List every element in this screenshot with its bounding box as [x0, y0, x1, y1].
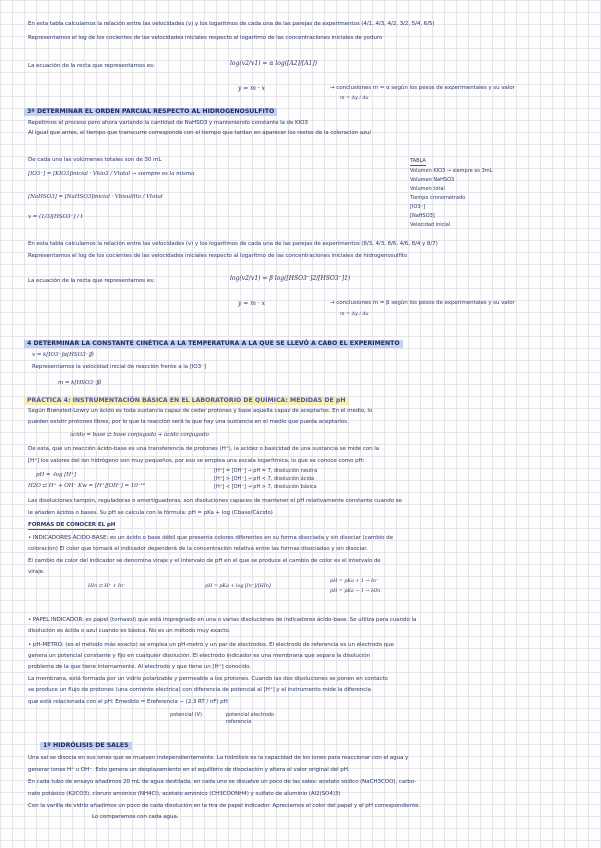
formula-line: m = k[HSO3⁻]β [58, 380, 102, 386]
text-line: Con la varilla de vidrio añadimos un poco de cada disolución en la tira de papel indicador. Apreciamos el color del papel y el pH correspondiente. [28, 803, 421, 809]
text-line: Lo comparamos con cada agua. [92, 814, 179, 820]
text-line: Al igual que antes, el tiempo que transcurre corresponde con el tiempo que tardan en aparecer los restos de la coloración azul [28, 130, 371, 136]
equation-log: log(v2/v1) = β log([HSO3⁻]2/[HSO3⁻]1) [230, 275, 351, 282]
conclusion-line: → conclusiones m = α según los pesos de experimentales y su valor [330, 85, 515, 91]
text-line: • pH-METRO: (es el método más exacto) se emplea un pH-metro y un par de electrodos. El electrodo de referencia es un electrodo que [28, 642, 394, 648]
text-line: Repetimos el proceso pero ahora variando la cantidad de NaHSO3 y manteniendo constante la de KIO3 [28, 120, 308, 126]
formula-line: H2O ⇄ H⁺ + OH⁻ Kw = [H⁺][OH⁻] = 10⁻¹⁴ [28, 483, 145, 489]
ph-case: [H⁺] < [OH⁻] → pH > 7, disolución básica [214, 484, 317, 490]
text-line: En esta tabla calculamos la relación entre las velocidades (v) y los logaritmos de cada una de las parejas de experimentos (8/3, 4/3, 8/6, 4/6, 8/4 y 8/7) [28, 241, 438, 247]
text-line: De esta, que un reacción ácido-base es una transferencia de protones (H⁺), la acidez o basicidad de una sustancia se mide con la [28, 446, 379, 452]
text-line: que está relacionada con el pH: Emedido = Ereferencia − (2.3 RT / nF) pH [28, 699, 228, 705]
text-line: problema de la que tiene internamente. Al electrodo y que tiene un [H⁺] conocido. [28, 664, 252, 670]
section-heading: 1º HIDRÓLISIS DE SALES [40, 742, 132, 750]
table-item: [IO3⁻] [410, 204, 426, 210]
subheading: FORMAS DE CONOCER EL pH [28, 522, 116, 528]
table-item: Tiempo cronometrado [410, 195, 466, 201]
text-line: viraje. [28, 569, 45, 575]
text-line: La ecuación de la recta que representamos es: [28, 63, 155, 69]
ph-case: [H⁺] = [OH⁻] → pH = 7, disolución neutra [214, 468, 318, 474]
text-line: [H⁺] los valores del ion hidrógeno son muy pequeños, por eso se emplea una escala logarítmica, lo que se conoce como pH: [28, 458, 365, 464]
equation-line: y = m · x [238, 300, 266, 307]
text-line: • PAPEL INDICADOR: es papel (tornasol) que está impregnado en una o varias disoluciones de indicadores ácido-base. Se utiliza para cuando la [28, 617, 417, 623]
formula-line: v = k[IO3⁻]α[HSO3⁻]β [32, 352, 94, 358]
text-line: se produce un flujo de protones (una corriente eléctrica) con diferencia de potencial al [H⁺] y el instrumento mide la diferencia [28, 687, 371, 693]
formula-line: ácido = base ⇄ base conjugada + ácido conjugado [70, 432, 209, 438]
text-line: En cada tubo de ensayo añadimos 20 mL de agua destilada, en cada uno se disuelve un poco de las sales: acetato sódico (NaCH3COO), carbo- [28, 779, 417, 785]
text-line: generar iones H⁺ u OH⁻. Esto genera un desplazamiento en el equilibrio de disociación y altera el valor original del pH. [28, 767, 350, 773]
equation: pH = pKa + 1 → In⁻ [330, 579, 379, 584]
slope-formula: m = Δy / Δx [340, 312, 369, 317]
equation: pH = pKa − 1 → HIn [330, 589, 381, 594]
text-line: De cada uno las volúmenes totales son de 30 mL [28, 157, 162, 163]
section-heading: PRÁCTICA 4: INSTRUMENTACIÓN BÁSICA EN EL LABORATORIO DE QUÍMICA: MEDIDAS DE pH [24, 397, 349, 405]
section-heading: 3º DETERMINAR EL ORDEN PARCIAL RESPECTO AL HIDROGENOSULFITO [24, 108, 277, 116]
formula-line: [IO3⁻] = [KIO3]inicial · Vkio3 / Vtotal → siempre es la misma [28, 171, 195, 177]
formula-line: pH = -log [H⁺] [36, 472, 76, 478]
text-line: En esta tabla calculamos la relación entre las velocidades (v) y los logaritmos de cada una de las parejas de experimentos (4/1, 4/3, 4/2, 3/2, 5/4, 6/5) [28, 21, 435, 27]
ph-case: [H⁺] > [OH⁻] → pH < 7, disolución ácida [214, 476, 315, 482]
annotation: potencial (V) [170, 712, 202, 718]
text-line: pueden existir protones libres, por lo que la reacción será la que hay una sustancia en el medio que pueda aceptarlos. [28, 419, 349, 425]
table-item: Volumen NaHSO3 [410, 177, 455, 183]
text-line: Según Brønsted-Lowry un ácido es toda sustancia capaz de ceder protones y base aquella capaz de aceptarlos. En el medio, lo [28, 408, 373, 414]
text-line: coloración) El color que tomará el indicador dependerá de la concentración relativa entre las formas disociadas y sin disociar. [28, 546, 368, 552]
equation: pH = pKa + log [In⁻]/[HIn] [205, 584, 271, 589]
text-line: La membrana, está formada por un vidrio polarizable y permeable a los protones. Cuando las dos disoluciones se ponen en contacto [28, 676, 388, 682]
equation-line: y = m · x [238, 85, 266, 92]
text-line: genera un potencial constante y fijo en cualquier disolución. El electrodo indicador es una membrana que separa la disolución [28, 653, 371, 659]
table-title: TABLA [410, 158, 426, 164]
text-line: Las disoluciones tampón, reguladoras o amortiguadoras, son disoluciones capaces de mantener el pH relativamente constante cuando se [28, 498, 402, 504]
text-line: La ecuación de la recta que representamos es: [28, 278, 155, 284]
formula-line: [NaHSO3] = [NaHSO3]inicial · Vbisulfito / Vtotal [28, 194, 163, 200]
table-item: [NaHSO3] [410, 213, 435, 219]
text-line: nato potásico (K2CO3), cloruro amónico (NH4Cl), acetato amónico (CH3COONH4) y sulfato de aluminio (Al2(SO4)3) [28, 791, 341, 797]
text-line: El cambio de color del indicador se denomina viraje y el intervalo de pH en el que se produce el cambio de color es el intervalo de [28, 558, 381, 564]
equation-log: log(v2/v1) = α log([A2]/[A1]) [230, 60, 318, 67]
table-item: Velocidad inicial [410, 222, 451, 228]
text-line: Representamos el log de los cocientes de las velocidades iniciales respecto al logaritmo de las concentraciones iniciales de hidrogenosulfito [28, 253, 408, 259]
text-line: le añaden ácidos o bases. Su pH se calcula con la fórmula: pH = pKa + log (Cbase/Cácido) [28, 510, 273, 516]
text-line: Representamos el log de los cocientes de las velocidades iniciales respecto al logaritmo de las concentraciones iniciales de yoduro [28, 35, 383, 41]
table-item: Volumen KIO3 → siempre es 3mL [410, 168, 493, 174]
text-line: disolución es ácida o azul cuando es básica. No es un método muy exacto. [28, 628, 231, 634]
equation: HIn ⇄ H⁺ + In⁻ [88, 584, 126, 589]
conclusion-line: → conclusiones m = β según los pesos de experimentales y su valor [330, 300, 515, 306]
section-heading: 4 DETERMINAR LA CONSTANTE CINÉTICA A LA TEMPERATURA A LA QUE SE LLEVÓ A CABO EL EXPERIMENTO [24, 340, 403, 348]
formula-line: v = (1/3)[HSO3⁻] / t [28, 214, 83, 220]
text-line: Una sal se disocia en sus iones que se mueven independientemente. La hidrólisis es la capacidad de los iones para reaccionar con el agua y [28, 755, 409, 761]
text-line: • INDICADORES ÁCIDO-BASE: es un ácido o base débil que presenta colores diferentes en su forma disociada y sin disociar (cambio de [28, 535, 393, 541]
text-line: Representamos la velocidad inicial de reacción frente a la [IO3⁻] [32, 364, 207, 370]
table-item: Volumen total [410, 186, 445, 192]
annotation: potencial electrodo referencia [226, 712, 275, 725]
slope-formula: m = Δy / Δx [340, 96, 369, 101]
